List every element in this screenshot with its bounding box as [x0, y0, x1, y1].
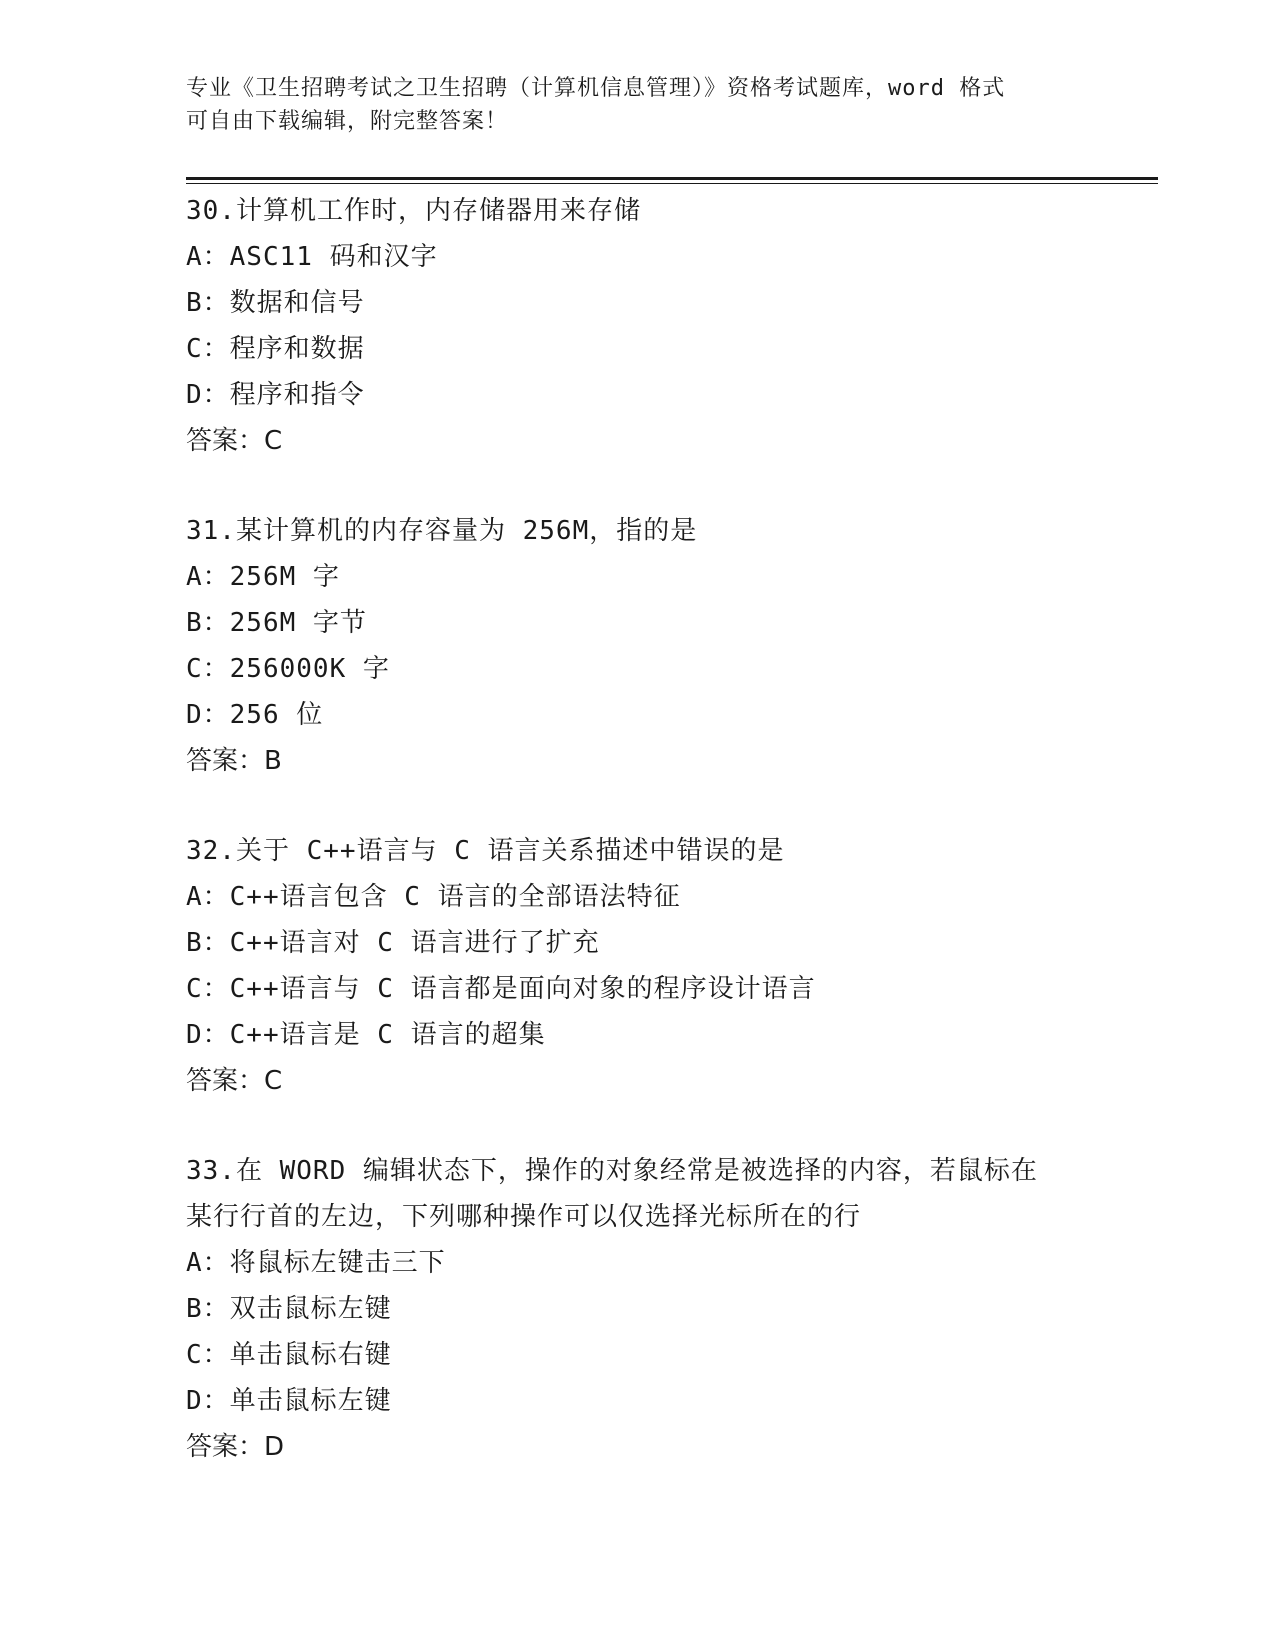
option-d: D：C++语言是 C 语言的超集	[186, 1020, 546, 1050]
option-c: C：单击鼠标右键	[186, 1340, 392, 1370]
option-c: C：程序和数据	[186, 334, 365, 364]
option-d: D：单击鼠标左键	[186, 1386, 392, 1416]
question-spacer	[186, 464, 1146, 508]
header-divider-thin	[186, 183, 1158, 184]
header-line-2: 可自由下载编辑，附完整答案！	[186, 109, 509, 134]
answer-line: 答案：C	[186, 426, 283, 456]
option-a: A：C++语言包含 C 语言的全部语法特征	[186, 882, 681, 912]
option-a: A：ASC11 码和汉字	[186, 242, 438, 272]
question-30	[186, 188, 1146, 464]
option-c: C：256000K 字	[186, 654, 390, 684]
question-32	[186, 828, 1146, 1104]
question-stem: 31.某计算机的内存容量为 256M，指的是	[186, 516, 698, 546]
option-d: D：256 位	[186, 700, 324, 730]
question-stem: 30.计算机工作时，内存储器用来存储	[186, 196, 641, 226]
header-line-1: 专业《卫生招聘考试之卫生招聘（计算机信息管理）》资格考试题库，word 格式	[186, 76, 1006, 101]
option-c: C：C++语言与 C 语言都是面向对象的程序设计语言	[186, 974, 816, 1004]
question-stem-line-2: 某行行首的左边，下列哪种操作可以仅选择光标所在的行	[186, 1202, 862, 1232]
option-b: B：256M 字节	[186, 608, 367, 638]
option-b: B：C++语言对 C 语言进行了扩充	[186, 928, 600, 958]
answer-line: 答案：B	[186, 746, 282, 776]
question-33	[186, 1148, 1146, 1470]
option-d: D：程序和指令	[186, 380, 365, 410]
answer-line: 答案：D	[186, 1432, 285, 1462]
option-a: A：256M 字	[186, 562, 340, 592]
option-b: B：数据和信号	[186, 288, 365, 318]
question-31	[186, 508, 1146, 784]
question-stem: 32.关于 C++语言与 C 语言关系描述中错误的是	[186, 836, 785, 866]
question-spacer	[186, 784, 1146, 828]
question-stem-line-1: 33.在 WORD 编辑状态下，操作的对象经常是被选择的内容，若鼠标在	[186, 1156, 1038, 1186]
header-divider-thick	[186, 177, 1158, 180]
question-list	[186, 188, 1146, 1470]
answer-line: 答案：C	[186, 1066, 283, 1096]
option-a: A：将鼠标左键击三下	[186, 1248, 446, 1278]
document-header	[186, 72, 1066, 138]
question-spacer	[186, 1104, 1146, 1148]
option-b: B：双击鼠标左键	[186, 1294, 392, 1324]
